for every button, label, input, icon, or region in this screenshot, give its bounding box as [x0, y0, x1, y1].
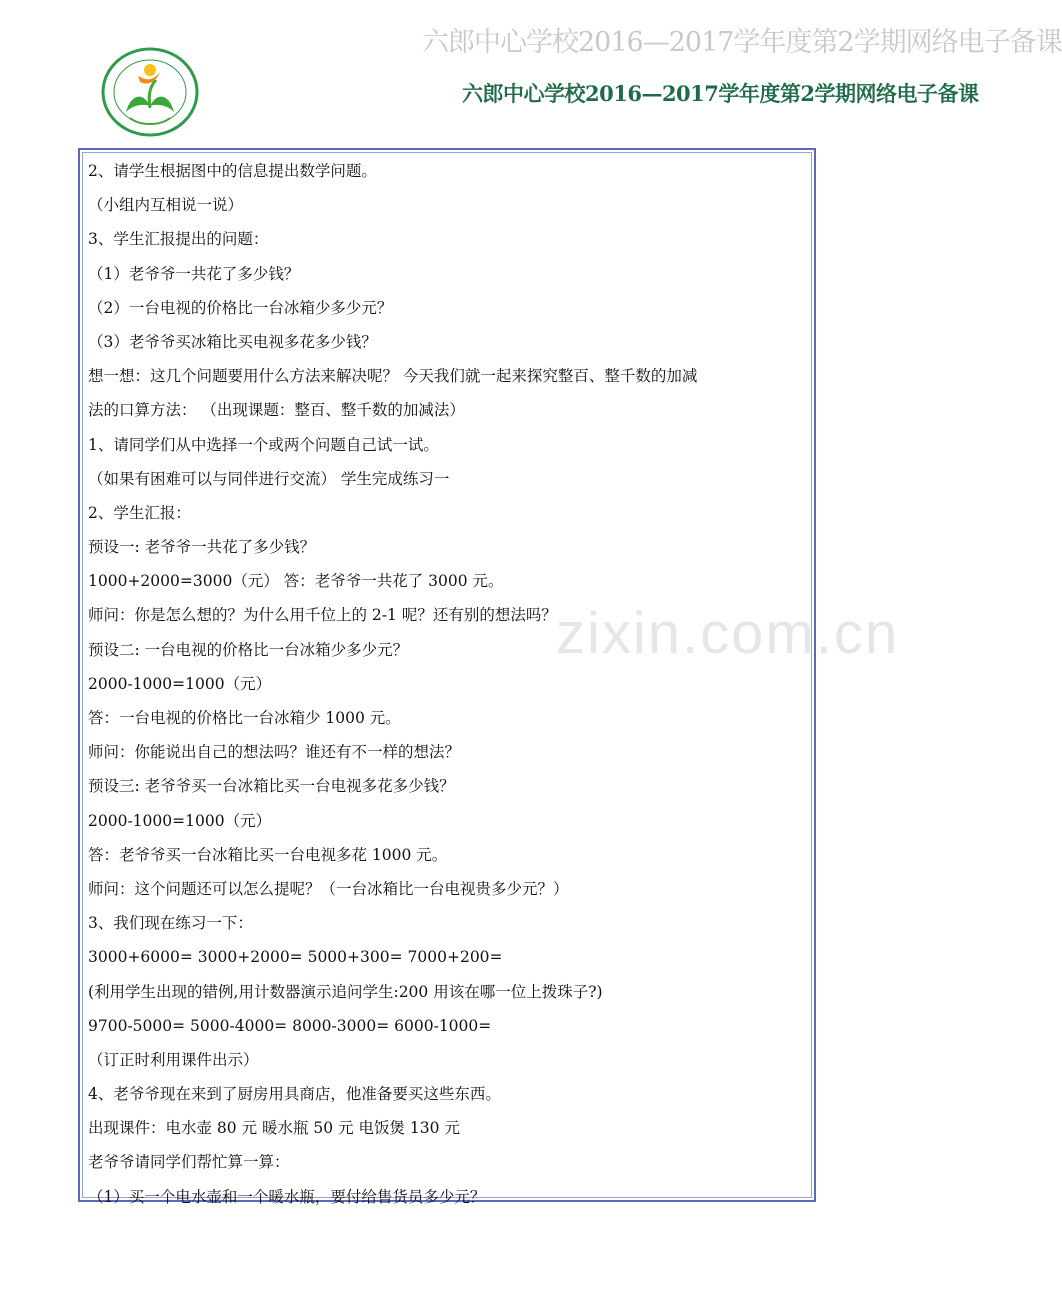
text-line: 预设三: 老爷爷买一台冰箱比买一台电视多花多少钱？: [88, 777, 455, 796]
text-line: 2、请学生根据图中的信息提出数学问题。: [88, 162, 377, 180]
text-line: （小组内互相说一说）: [88, 196, 244, 215]
text-line: 老爷爷请同学们帮忙算一算：: [88, 1153, 290, 1172]
text-line: 答：老爷爷买一台冰箱比买一台电视多花 1000 元。: [88, 845, 448, 864]
text-line: 出现课件：电水壶 80 元 暖水瓶 50 元 电饭煲 130 元: [88, 1119, 460, 1138]
text-line: （1）老爷爷一共花了多少钱？: [88, 264, 300, 283]
text-line: (利用学生出现的错例,用计数器演示追问学生:200 用该在哪一位上拨珠子?): [88, 982, 603, 1001]
text-line: 1、请同学们从中选择一个或两个问题自己试一试。: [88, 435, 439, 454]
text-line: 1000+2000=3000（元） 答：老爷爷一共花了 3000 元。: [88, 572, 504, 591]
text-line: 预设一: 老爷爷一共花了多少钱？: [88, 538, 316, 557]
text-line: （如果有困难可以与同伴进行交流） 学生完成练习一: [88, 469, 450, 488]
text-line: （3）老爷爷买冰箱比买电视多花多少钱？: [88, 332, 377, 351]
text-line: 师问：你是怎么想的？为什么用千位上的 2-1 呢？还有别的想法吗？: [88, 606, 557, 625]
school-logo-icon: [100, 46, 200, 138]
text-line: 预设二: 一台电视的价格比一台冰箱少多少元？: [88, 640, 409, 659]
text-line: 2000-1000=1000（元）: [88, 674, 272, 693]
site-watermark: zixin.com.cn: [556, 601, 900, 666]
document-header-title: 六郎中心学校2016—2017学年度第2学期网络电子备课: [462, 81, 979, 106]
text-line: 2000-1000=1000（元）: [88, 811, 272, 830]
header-watermark-title: 六郎中心学校2016—2017学年度第2学期网络电子备课: [422, 27, 1062, 58]
text-line: （2）一台电视的价格比一台冰箱少多少元？: [88, 298, 393, 317]
text-line: 9700-5000= 5000-4000= 8000-3000= 6000-1000=: [88, 1016, 492, 1035]
text-line: 想一想：这几个问题要用什么方法来解决呢？ 今天我们就一起来探究整百、整千数的加减: [88, 367, 698, 386]
text-line: 师问：这个问题还可以怎么提呢？（一台冰箱比一台电视贵多少元？）: [88, 879, 569, 898]
text-line: 4、老爷爷现在来到了厨房用具商店，他准备要买这些东西。: [88, 1085, 501, 1104]
text-line: 答：一台电视的价格比一台冰箱少 1000 元。: [88, 709, 401, 727]
text-line: （1）买一个电水壶和一个暖水瓶，要付给售货员多少元？: [88, 1187, 486, 1206]
text-line: 3000+6000= 3000+2000= 5000+300= 7000+200=: [88, 948, 503, 967]
lesson-content-box: [78, 148, 816, 1206]
text-line: 师问：你能说出自己的想法吗？谁还有不一样的想法？: [88, 743, 461, 762]
lesson-lines: [88, 154, 810, 1214]
text-line: 2、学生汇报：: [88, 503, 191, 522]
text-line: 3、我们现在练习一下：: [88, 914, 253, 933]
text-line: （订正时利用课件出示）: [88, 1050, 259, 1069]
text-line: 法的口算方法： （出现课题：整百、整千数的加减法）: [88, 401, 465, 420]
text-line: 3、学生汇报提出的问题：: [88, 230, 269, 249]
